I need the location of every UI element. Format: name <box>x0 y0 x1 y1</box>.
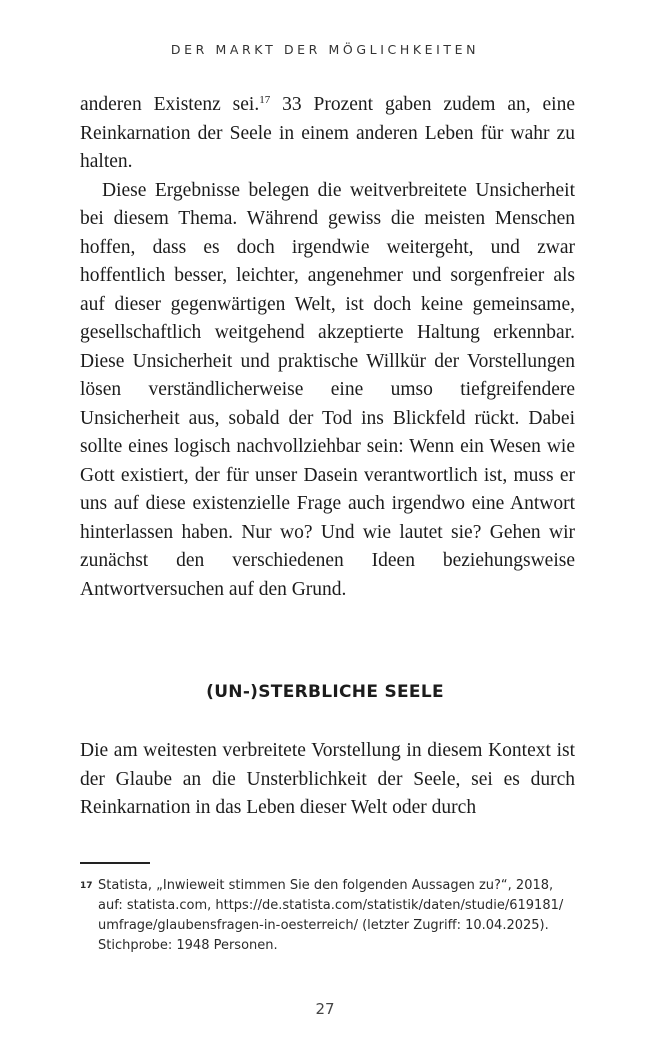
paragraph: Diese Ergebnisse belegen die weitverbreitete Unsicherheit bei diesem Thema. Während gewiss die meisten Menschen hoffen, dass es doch irgendwie weitergeht, und zwar hoffentlich besser, leichter, angenehmer und sorgenfreier als auf dieser gegenwärtigen Welt, ist doch keine gemeinsame, gesellschaftlich weitgehend akzeptierte Haltung erkennbar. Diese Unsicherheit und praktische Willkür der Vorstellungen lösen verständlicherweise eine umso tiefgreifendere Unsicherheit aus, sobald der Tod ins Blickfeld rückt. Dabei sollte eines logisch nachvollziehbar sein: Wenn ein Wesen wie Gott existiert, der für unser Dasein verantwortlich ist, muss er uns auf diese existenzielle Frage auch irgendwo eine Antwort hinterlassen haben. Nur wo? Und wie lautet sie? Gehen wir zunächst den verschiedenen Ideen beziehungsweise Antwortversuchen auf den Grund. <box>80 179 575 600</box>
paragraph-text: anderen Existenz sei. <box>80 94 260 115</box>
paragraph-continuation <box>80 91 575 177</box>
paragraph: Die am weitesten verbreitete Vorstellung in diesem Kontext ist der Glaube an die Unsterblichkeit der Seele, sei es durch Reinkarnation in das Leben dieser Welt oder durch <box>80 740 575 818</box>
paragraph-text: 33 Prozent gaben zudem an, eine Reinkarnation der Seele in einem anderen Leben für wahr zu halten. <box>80 94 575 172</box>
body-text-upper <box>80 91 575 604</box>
body-text-lower <box>80 737 575 823</box>
footnote <box>80 876 580 956</box>
footnote-number: 17 <box>80 881 93 891</box>
page-number: 27 <box>315 1000 335 1018</box>
section-heading: (UN-)STERBLICHE SEELE <box>206 682 444 702</box>
footnote-divider <box>80 862 150 864</box>
running-head: DER MARKT DER MÖGLICHKEITEN <box>170 42 480 57</box>
footnote-reference[interactable]: 17 <box>259 94 271 106</box>
footnote-text: Statista, „Inwieweit stimmen Sie den folgenden Aussagen zu?“, 2018, auf: statista.com, https://de.statista.com/statistik/daten/studie/619181/ umfrage/glaubensfragen-in-oesterreich/ (letzter Zugriff: 10.04.2025). Stichprobe: 1948 Personen. <box>98 878 564 953</box>
